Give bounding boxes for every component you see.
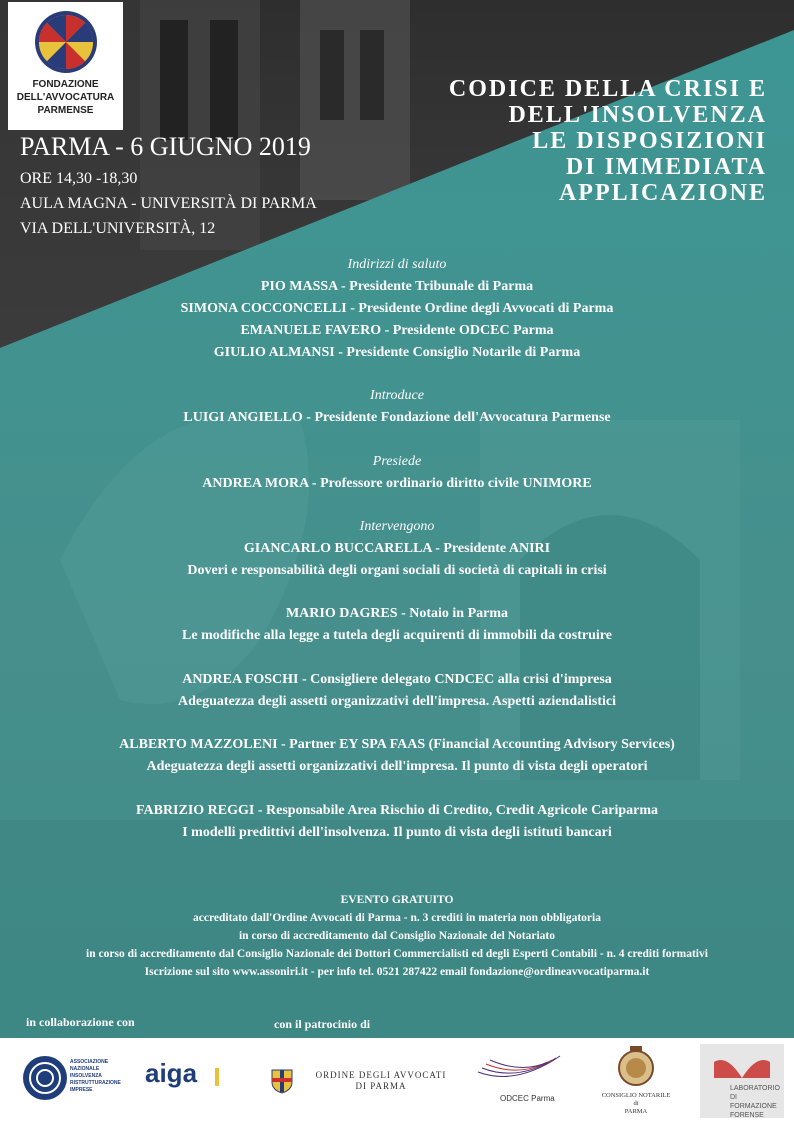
ordine-text: DI PARMA <box>355 1081 407 1091</box>
lab-text: FORMAZIONE <box>730 1103 777 1110</box>
foundation-name-line-3: PARMENSE <box>37 105 94 116</box>
ordine-avvocati-logo <box>270 1068 460 1098</box>
accreditation-line: in corso di accreditamento dal Consiglio Nazionale dei Dottori Commercialisti ed degli Esperti Contabili - n. 4 crediti formativi <box>86 948 708 960</box>
introduce-heading: Introduce <box>370 388 424 403</box>
aiga-accent <box>215 1068 219 1086</box>
presiede-speaker: ANDREA MORA - Professore ordinario diritto civile UNIMORE <box>202 476 592 491</box>
patronage-label: con il patrocinio di <box>274 1017 371 1031</box>
odcec-swoosh-icon <box>476 1052 562 1088</box>
sponsor-logo-strip <box>0 1038 794 1123</box>
topic-line: Doveri e responsabilità degli organi sociali di società di capitali in crisi <box>187 563 607 578</box>
aniri-text: ASSOCIAZIONE <box>70 1059 109 1065</box>
speaker-line: ANDREA FOSCHI - Consigliere delegato CNDCEC alla crisi d'impresa <box>182 672 612 687</box>
laboratorio-forense-logo <box>700 1044 784 1118</box>
registration-info: Iscrizione sul sito www.assoniri.it - per info tel. 0521 287422 email fondazione@ordineavvocatiparma.it <box>144 966 650 978</box>
aiga-logo <box>145 1058 225 1098</box>
aniri-logo <box>22 1055 122 1105</box>
lab-text: FORENSE <box>730 1112 764 1119</box>
aniri-text: RISTRUTTURAZIONE <box>70 1080 121 1086</box>
lab-text: LABORATORIO DI <box>730 1085 780 1101</box>
odcec-logo <box>476 1052 576 1112</box>
presiede-heading: Presiede <box>372 454 422 469</box>
foundation-name <box>8 78 123 117</box>
odcec-text: ODCEC Parma <box>500 1094 555 1103</box>
ordine-text: ORDINE DEGLI AVVOCATI <box>315 1070 447 1080</box>
aniri-globe-icon <box>22 1055 68 1101</box>
saluti-item: GIULIO ALMANSI - Presidente Consiglio Notarile di Parma <box>213 345 581 360</box>
open-book-icon <box>712 1048 772 1082</box>
foundation-name-line-1: FONDAZIONE <box>32 79 99 90</box>
speaker-line: FABRIZIO REGGI - Responsabile Area Rischio di Credito, Credit Agricole Cariparma <box>135 803 658 818</box>
speaker-line: ALBERTO MAZZOLENI - Partner EY SPA FAAS (Financial Accounting Advisory Services) <box>119 737 675 752</box>
aniri-text: NAZIONALE <box>70 1066 100 1072</box>
event-city-date: PARMA - 6 GIUGNO 2019 <box>20 132 311 161</box>
event-address: VIA DELL'UNIVERSITÀ, 12 <box>20 220 216 237</box>
aiga-wordmark: aiga <box>145 1058 198 1088</box>
saluti-item: EMANUELE FAVERO - Presidente ODCEC Parma <box>240 323 554 338</box>
speaker-line: MARIO DAGRES - Notaio in Parma <box>285 606 509 621</box>
aniri-text: INSOLVENZA <box>70 1073 102 1079</box>
title-line-4: DI IMMEDIATA <box>565 154 767 180</box>
topic-line: Adeguatezza degli assetti organizzativi dell'impresa. Aspetti aziendalistici <box>178 694 616 709</box>
free-event-label: EVENTO GRATUITO <box>340 894 454 906</box>
foundation-emblem-icon <box>34 10 98 74</box>
accreditation-line: in corso di accreditamento dal Consiglio Nazionale del Notariato <box>238 930 555 942</box>
interventi-heading: Intervengono <box>359 519 435 534</box>
notarile-seal-icon <box>618 1046 654 1088</box>
introduce-speaker: LUIGI ANGIELLO - Presidente Fondazione dell'Avvocatura Parmense <box>183 410 611 425</box>
notarile-text: di <box>633 1100 639 1107</box>
aniri-text: IMPRESE <box>70 1087 93 1093</box>
notarile-text: CONSIGLIO NOTARILE <box>601 1092 671 1099</box>
topic-line: I modelli predittivi dell'insolvenza. Il punto di vista degli istituti bancari <box>182 825 612 840</box>
title-line-5: APPLICAZIONE <box>558 180 767 206</box>
title-line-3: LE DISPOSIZIONI <box>532 128 767 154</box>
foundation-name-line-2: DELL'AVVOCATURA <box>16 92 115 103</box>
topic-line: Adeguatezza degli assetti organizzativi dell'impresa. Il punto di vista degli operatori <box>146 759 648 774</box>
title-line-2: DELL'INSOLVENZA <box>508 102 767 128</box>
title-line-1: CODICE DELLA CRISI E <box>448 76 767 102</box>
saluti-item: PIO MASSA - Presidente Tribunale di Parma <box>260 279 534 294</box>
parma-shield-icon <box>270 1068 294 1094</box>
foundation-logo <box>8 2 123 130</box>
consiglio-notarile-logo <box>596 1046 676 1118</box>
accreditation-line: accreditato dall'Ordine Avvocati di Parma - n. 3 crediti in materia non obbligatoria <box>193 912 601 924</box>
topic-line: Le modifiche alla legge a tutela degli acquirenti di immobili da costruire <box>182 628 612 643</box>
collaboration-label: in collaborazione con <box>26 1015 135 1029</box>
speaker-line: GIANCARLO BUCCARELLA - Presidente ANIRI <box>243 541 551 556</box>
saluti-item: SIMONA COCCONCELLI - Presidente Ordine degli Avvocati di Parma <box>180 301 614 316</box>
notarile-text: PARMA <box>624 1108 648 1115</box>
saluti-heading: Indirizzi di saluto <box>347 257 447 272</box>
event-title <box>347 76 767 206</box>
event-time: ORE 14,30 -18,30 <box>20 170 138 187</box>
event-venue: AULA MAGNA - UNIVERSITÀ DI PARMA <box>20 195 317 212</box>
